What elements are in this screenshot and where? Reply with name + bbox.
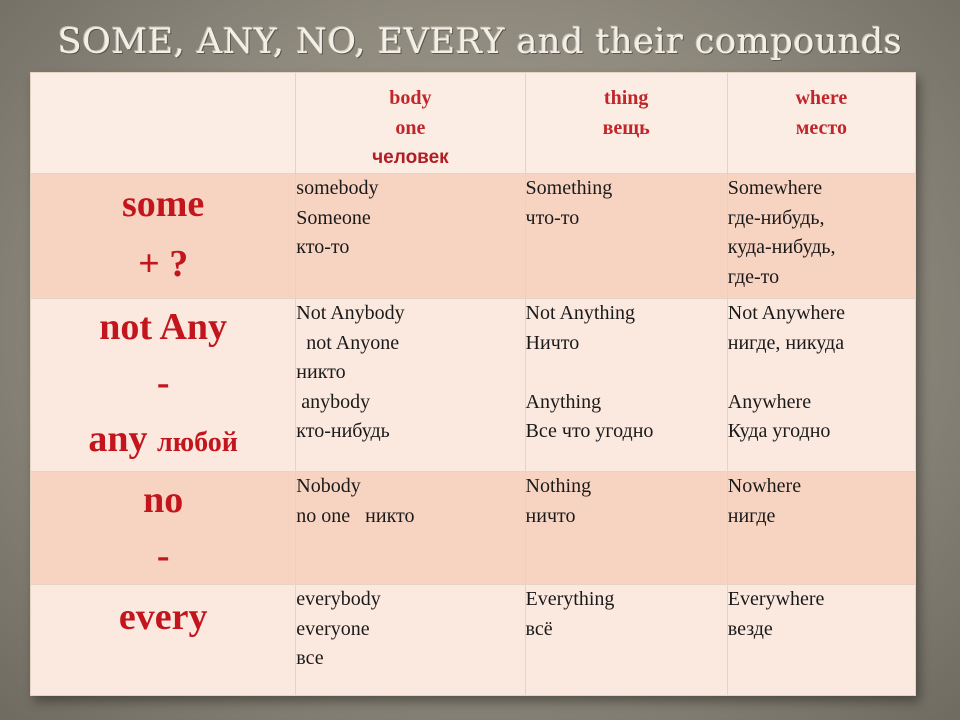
compounds-table (30, 72, 916, 696)
cell-line: Somewhere (727, 177, 823, 199)
cell-line: somebody (296, 177, 379, 199)
cell-line: Everything (525, 588, 615, 610)
cell-line: никто (296, 361, 346, 383)
cell-body-some (296, 174, 525, 299)
cell-line: Куда угодно (727, 420, 831, 442)
table-row-any (31, 299, 916, 472)
table-row-some (31, 174, 916, 299)
cell-line: Nothing (525, 475, 592, 497)
row-key-line: not Any (99, 306, 228, 348)
row-key-line: no (143, 479, 184, 521)
row-key-line: - (156, 535, 170, 577)
cell-line: not Anyone (296, 331, 400, 354)
row-key-line: - (156, 362, 170, 404)
cell-line: Все что угодно (525, 420, 654, 442)
cell-line: где-то (727, 265, 780, 288)
cell-line: everybody (296, 588, 381, 610)
cell-thing-any (525, 299, 727, 472)
header-body-ru: человек (372, 147, 449, 168)
header-empty-cell (31, 73, 296, 174)
slide-title: SOME, ANY, NO, EVERY and their compounds (57, 22, 903, 62)
cell-where-every (727, 585, 915, 696)
cell-line: Anything (525, 390, 602, 413)
cell-line: Anywhere (727, 390, 812, 413)
row-key-word: any (88, 418, 148, 460)
row-key-line: every (118, 596, 208, 638)
cell-line: Ничто (525, 331, 580, 354)
row-key-line: + ? (138, 243, 189, 285)
header-body (296, 73, 525, 174)
cell-line: ничто (525, 504, 576, 527)
cell-line: Something (525, 177, 613, 199)
header-row (31, 73, 916, 174)
cell-where-some (727, 174, 915, 299)
row-key-some (31, 174, 296, 299)
cell-thing-every (525, 585, 727, 696)
header-one-en: one (395, 117, 426, 139)
cell-line: Not Anybody (296, 302, 405, 324)
cell-line: везде (727, 617, 773, 640)
cell-line: кто-то (296, 236, 350, 258)
row-key-every (31, 585, 296, 696)
cell-line: где-нибудь, (727, 206, 825, 229)
header-thing-ru: вещь (602, 117, 650, 139)
header-thing-en: thing (603, 87, 649, 109)
cell-line: всё (525, 617, 553, 640)
cell-line: Someone (296, 206, 371, 229)
header-where (727, 73, 915, 174)
cell-line: куда-нибудь, (727, 236, 836, 258)
header-where-en: where (795, 87, 848, 109)
cell-body-every (296, 585, 525, 696)
header-thing (525, 73, 727, 174)
cell-line: кто-нибудь (296, 420, 390, 442)
row-key-line: some (121, 183, 205, 225)
cell-line: что-то (525, 206, 580, 229)
cell-body-any (296, 299, 525, 472)
cell-thing-some (525, 174, 727, 299)
row-key-no (31, 472, 296, 585)
row-key-any (31, 299, 296, 472)
row-key-translation: любой (157, 427, 238, 458)
cell-thing-no (525, 472, 727, 585)
cell-line: Nobody (296, 475, 361, 497)
header-body-en: body (389, 87, 432, 109)
cell-where-any (727, 299, 915, 472)
table-row-every (31, 585, 916, 696)
cell-line: все (296, 647, 324, 669)
cell-line (728, 358, 915, 388)
table-row-no (31, 472, 916, 585)
cell-line: everyone (296, 617, 370, 640)
cell-where-no (727, 472, 915, 585)
cell-line: Nowhere (727, 475, 802, 497)
cell-body-no (296, 472, 525, 585)
cell-line: Everywhere (727, 588, 825, 610)
row-key-line (31, 411, 295, 471)
cell-line: Not Anything (525, 302, 635, 324)
cell-line: нигде, никуда (727, 331, 845, 354)
cell-line: Not Anywhere (727, 302, 845, 324)
cell-line: no one никто (296, 504, 415, 527)
header-where-ru: место (795, 117, 847, 139)
cell-line (526, 358, 727, 388)
cell-line: anybody (296, 390, 371, 413)
cell-line: нигде (727, 504, 776, 527)
